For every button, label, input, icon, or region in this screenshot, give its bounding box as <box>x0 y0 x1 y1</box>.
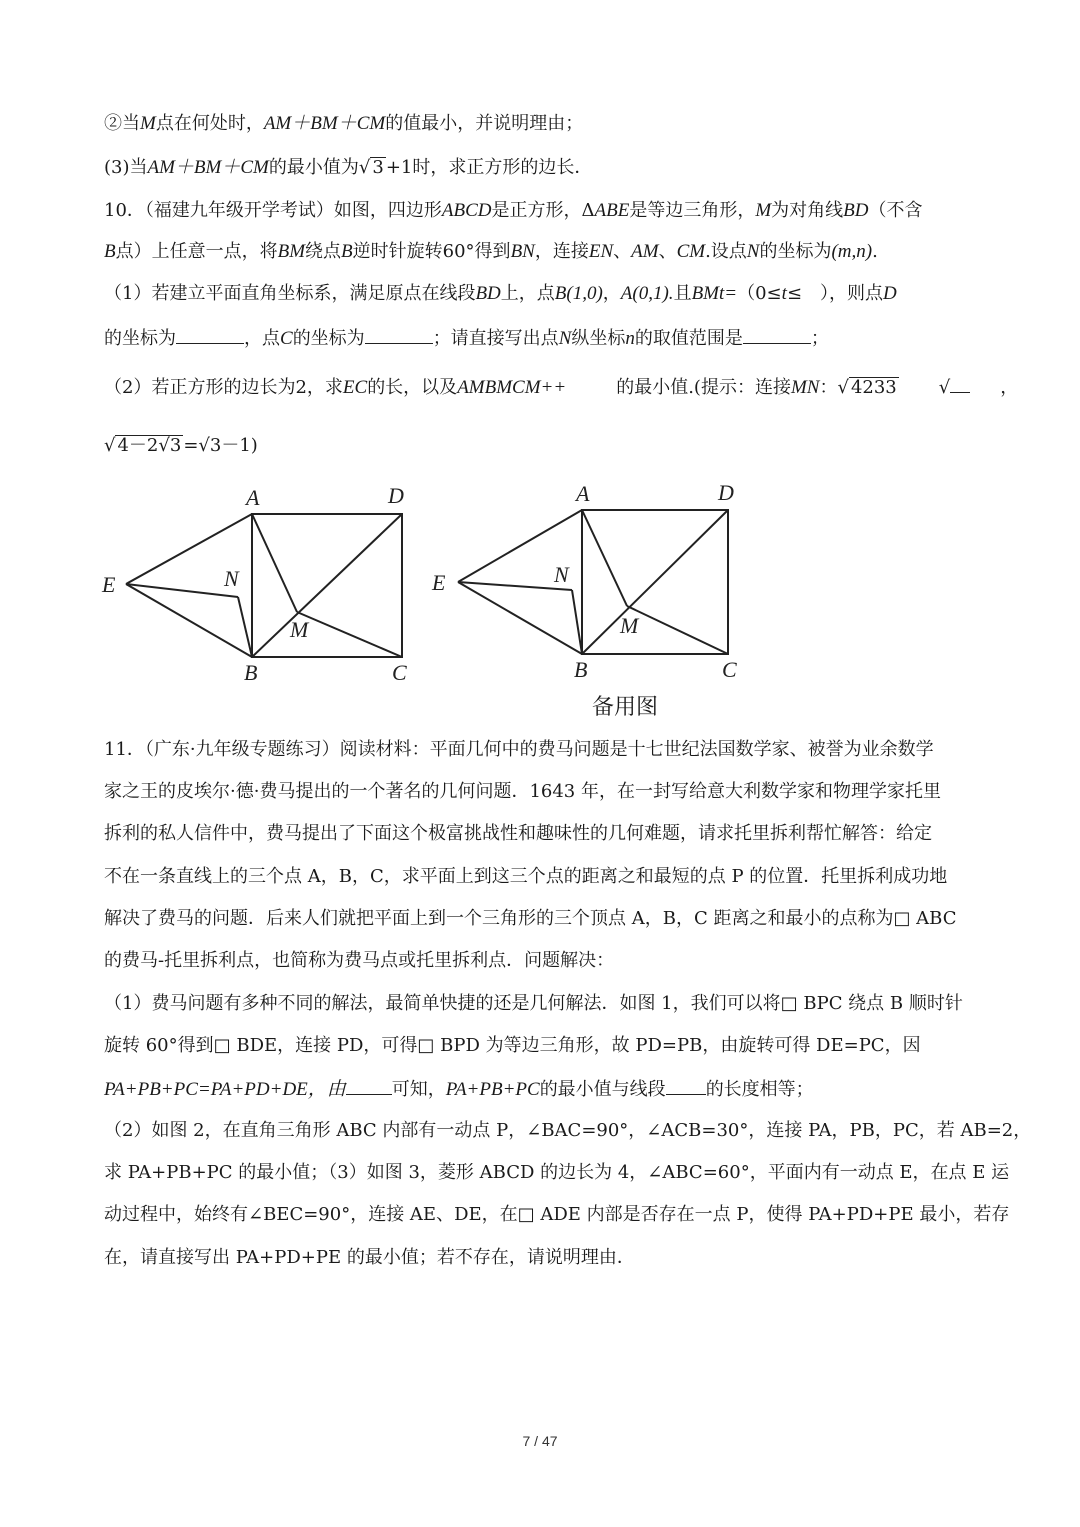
q10-line4: 的坐标为 ，点C的坐标为 ；请直接写出点N纵坐标n的取值范围是 ； <box>104 325 984 351</box>
diagonal-bd <box>252 514 402 657</box>
q11-line10: （2）如图 2，在直角三角形 ABC 内部有一动点 P，∠BAC=90°，∠ACB=30°，连接 PA，PB，PC，若 AB=2， <box>104 1120 1032 1141</box>
label-c: C <box>392 660 407 685</box>
q11-line11: 求 PA+PB+PC 的最小值；（3）如图 3，菱形 ABCD 的边长为 4，∠ABC=60°，平面内有一动点 E，在点 E 运 <box>104 1162 1010 1183</box>
segment-cm <box>297 612 402 657</box>
q11-line3: 拆利的私人信件中，费马提出了下面这个极富挑战性和趣味性的几何难题，请求托里拆利帮忙解答：给定 <box>104 823 932 844</box>
answer-blank-reason <box>346 1076 392 1095</box>
label-a: A <box>246 485 260 510</box>
q9-part2: ②当M点在何处时，AM＋BM＋CM的值最小，并说明理由； <box>104 113 584 134</box>
label-m: M <box>620 613 639 638</box>
q10-line6: √ 4－2√3 =√3－1) <box>104 435 258 456</box>
geometry-figure-backup <box>432 478 752 692</box>
q10-line2: B点）上任意一点，将BM绕点B逆时针旋转60°得到BN，连接EN、AM、CM.设点N的坐标为(m,n). <box>104 241 878 262</box>
q11-line1: 11．（广东·九年级专题练习）阅读材料：平面几何中的费马问题是十七世纪法国数学家、被誉为业余数学 <box>104 739 934 760</box>
answer-blank-d <box>176 325 244 344</box>
q11-line6: 的费马-托里拆利点，也简称为费马点或托里拆利点．问题解决： <box>104 950 615 971</box>
label-a: A <box>576 481 590 506</box>
answer-blank-n <box>743 325 811 344</box>
diagonal-bd <box>582 510 728 654</box>
q11-line2: 家之王的皮埃尔·德·费马提出的一个著名的几何问题．1643 年，在一封写给意大利数学家和物理学家托里 <box>104 781 941 802</box>
label-n: N <box>224 566 239 591</box>
segment-nb <box>572 590 582 654</box>
q10-line1: 10．（福建九年级开学考试）如图，四边形ABCD是正方形，ΔABE是等边三角形，M为对角线BD（不含 <box>104 200 923 221</box>
q11-line4: 不在一条直线上的三个点 A，B，C，求平面上到这三个点的距离之和最短的点 P 的位置．托里拆利成功地 <box>104 866 948 887</box>
segment-cm <box>627 606 728 654</box>
q11-line9: PA+PB+PC=PA+PD+DE，由 可知，PA+PB+PC的最小值与线段 的长度相等； <box>104 1076 984 1102</box>
segment-eb <box>126 584 252 657</box>
q11-line8: 旋转 60°得到□ BDE，连接 PD，可得□ BPD 为等边三角形，故 PD=PB，由旋转可得 DE=PC，因 <box>104 1035 921 1056</box>
q11-line5: 解决了费马的问题．后来人们就把平面上到一个三角形的三个顶点 A，B，C 距离之和最小的点称为□ ABC <box>104 908 957 929</box>
label-d: D <box>718 480 734 505</box>
answer-blank-c <box>365 325 433 344</box>
label-c: C <box>722 657 737 682</box>
figure-caption: 备用图 <box>592 695 659 720</box>
q10-line5: （2）若正方形的边长为2，求EC的长，以及AMBMCM++ 的最小值.(提示：连接MN：√ 4233 √ ， <box>104 377 1019 398</box>
segment-eb <box>458 582 582 654</box>
segment-en <box>126 584 238 597</box>
q11-line13: 在，请直接写出 PA+PD+PE 的最小值；若不存在，请说明理由． <box>104 1247 635 1268</box>
q11-line7: （1）费马问题有多种不同的解法，最简单快捷的还是几何解法．如图 1，我们可以将□ BPC 绕点 B 顺时针 <box>104 993 963 1014</box>
label-d: D <box>388 483 404 508</box>
geometry-figure-main <box>100 480 420 694</box>
label-b: B <box>574 657 588 682</box>
segment-am <box>252 514 297 612</box>
q9-part3: (3)当AM＋BM＋CM的最小值为√ 3 +1时，求正方形的边长． <box>104 157 593 178</box>
q11-line12: 动过程中，始终有∠BEC=90°，连接 AE、DE，在□ ADE 内部是否存在一点 P，使得 PA+PD+PE 最小，若存 <box>104 1204 1010 1225</box>
label-b: B <box>244 660 258 685</box>
segment-nb <box>238 597 252 657</box>
page-number: 7 / 47 <box>522 1433 558 1449</box>
segment-am <box>582 510 627 606</box>
q10-line3: （1）若建立平面直角坐标系，满足原点在线段BD上，点B(1,0)，A(0,1).且BMt=（0≤t≤ ），则点D <box>104 283 897 304</box>
label-n: N <box>554 562 569 587</box>
label-e: E <box>432 570 446 595</box>
label-m: M <box>290 617 309 642</box>
label-e: E <box>102 572 116 597</box>
answer-blank-segment <box>666 1076 706 1095</box>
